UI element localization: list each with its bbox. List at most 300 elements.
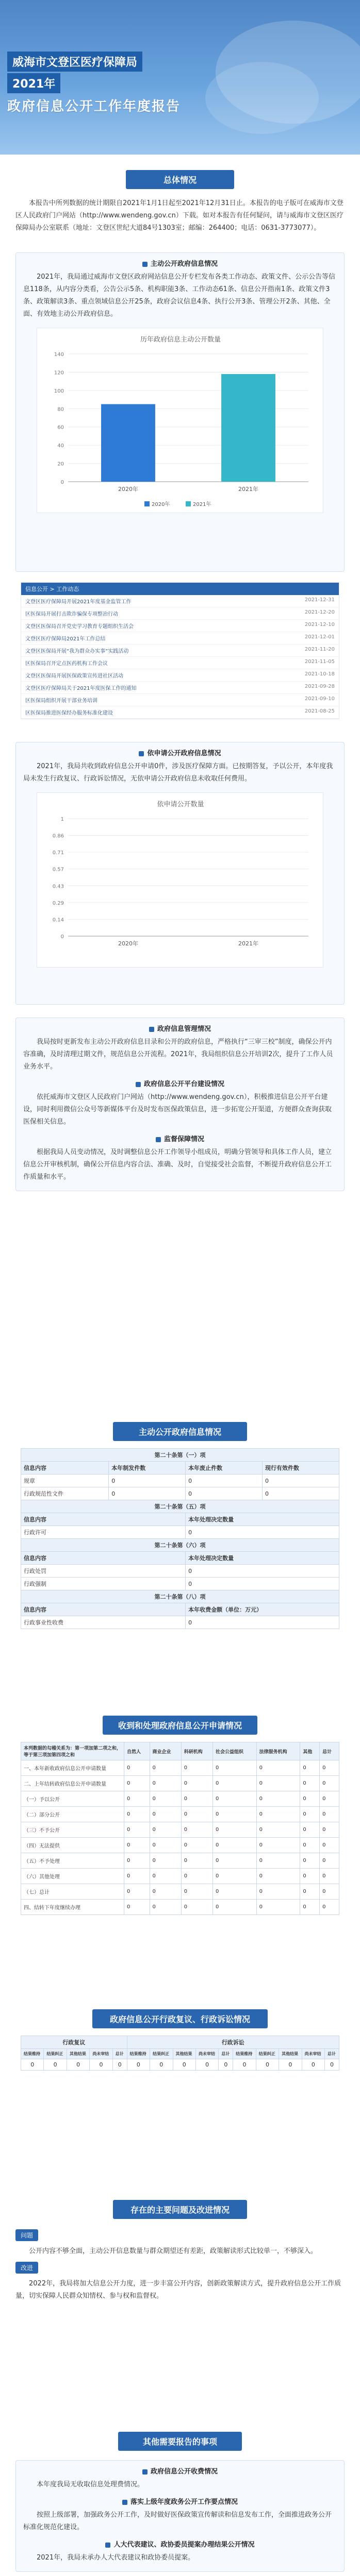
table-cell: 0 bbox=[124, 1760, 150, 1776]
news-rows bbox=[21, 595, 339, 719]
table-header-cell: 本列数据的勾稽关系为：第一项加第二项之和，等于第三项加第四项之和 bbox=[21, 1742, 124, 1760]
chart2-container bbox=[37, 792, 323, 968]
news-title[interactable]: 区医保局召开定点医药机构工作会议 bbox=[25, 661, 108, 667]
intro-paragraph: 本报告中所列数据的统计期限自2021年1月1日起至2021年12月31日止。本报告的电子版可在威海市文登区人民政府门户网站（http://www.wendeng.gov.cn）下载。如对本报告有任何疑问，请与威海市文登区医疗保障局办公室联系（地址：文登区世纪大道84号1303室；邮编：264400；电话：0631-3773077）。 bbox=[15, 199, 343, 232]
chart1-svg bbox=[37, 328, 324, 513]
table-header-cell: 信息内容 bbox=[21, 1513, 186, 1526]
panel-heading-text: 落实上级年度政务公开工作要点情况 bbox=[130, 2498, 238, 2506]
news-list-header: 信息公开 > 工作动态 bbox=[21, 583, 339, 595]
news-date: 2021-10-18 bbox=[304, 671, 335, 677]
news-date: 2021-09-10 bbox=[304, 696, 335, 702]
table-cell: 一、本年新收政府信息公开申请数量 bbox=[21, 1760, 124, 1776]
table-cell: 0 bbox=[256, 1791, 300, 1807]
table-cell: 0 bbox=[21, 2059, 44, 2071]
x-tick-label: 2021年 bbox=[238, 486, 258, 493]
overview-section bbox=[0, 170, 360, 234]
table-cell: 0 bbox=[124, 1838, 150, 1853]
table-subheader: 第二十条第（一）项 bbox=[21, 1449, 339, 1462]
table-cell: 0 bbox=[256, 1807, 300, 1822]
table-cell: 0 bbox=[212, 1853, 256, 1869]
table-cell: 0 bbox=[186, 1487, 263, 1500]
table-header-cell: 本年废止件数 bbox=[186, 1462, 263, 1475]
table-header-cell: 自然人 bbox=[124, 1742, 150, 1760]
y-tick-label: 0.43 bbox=[52, 884, 64, 890]
table-header-cell: 其他 bbox=[300, 1742, 320, 1760]
other-paragraph: 2021年，我局未承办人大代表建议和政协委员提案。 bbox=[37, 2554, 195, 2562]
table-cell: 0 bbox=[256, 1900, 300, 1915]
table-row bbox=[21, 1565, 339, 1578]
y-tick-label: 140 bbox=[54, 352, 64, 358]
table-cell: 0 bbox=[109, 1475, 186, 1487]
table-cell: 0 bbox=[150, 1900, 181, 1915]
y-tick-label: 120 bbox=[54, 370, 64, 376]
y-tick-label: 1 bbox=[60, 817, 64, 822]
table-cell: 0 bbox=[181, 1900, 212, 1915]
table-cell: 0 bbox=[320, 1869, 339, 1884]
apply-section bbox=[0, 742, 360, 1005]
table-cell: 0 bbox=[212, 1869, 256, 1884]
table-cell: 0 bbox=[181, 1838, 212, 1853]
bar bbox=[101, 404, 155, 482]
chart-title: 历年政府信息主动公开数量 bbox=[140, 336, 221, 344]
bullet-icon bbox=[122, 2500, 127, 2505]
table-header-cell: 尚未审结 bbox=[90, 2049, 112, 2059]
y-tick-label: 40 bbox=[57, 443, 64, 449]
table-cell: 0 bbox=[150, 1776, 181, 1791]
management-paragraph: 我局按时更新发布主动公开政府信息目录和公开的政府信息，严格执行“三审三校”制度，确保公开内容准确，及时清理过期文件，规范信息公开流程。2021年，我局组织信息公开培训2次，提升了工作人员业务水平。 bbox=[23, 1038, 333, 1071]
table-cell: 0 bbox=[186, 1526, 339, 1539]
table-cell: 0 bbox=[300, 1838, 320, 1853]
y-tick-label: 0.14 bbox=[52, 917, 64, 923]
table-cell: 0 bbox=[44, 2059, 67, 2071]
table-cell: （五）不予处理 bbox=[21, 1853, 124, 1869]
table-cell: 0 bbox=[320, 1900, 339, 1915]
table-header-cell: 其他结果 bbox=[67, 2049, 89, 2059]
banner-report-title: 政府信息公开工作年度报告 bbox=[7, 99, 181, 114]
legend-swatch bbox=[144, 501, 150, 506]
table-header-cell: 其他结果 bbox=[279, 2049, 302, 2059]
table-cell: 0 bbox=[302, 2059, 324, 2071]
table-cell: （二）部分公开 bbox=[21, 1807, 124, 1822]
news-title[interactable]: 文登区医疗保障局关于2021年度医保工作的通知 bbox=[25, 686, 137, 691]
bullet-icon bbox=[142, 2469, 148, 2475]
panel-heading bbox=[16, 742, 344, 760]
panel-heading-text: 主动公开政府信息情况 bbox=[150, 260, 218, 268]
table-row bbox=[21, 1526, 339, 1539]
news-list-item[interactable] bbox=[21, 694, 339, 706]
table-header-cell: 结果纠正 bbox=[256, 2049, 279, 2059]
table-header-cell: 科研机构 bbox=[181, 1742, 212, 1760]
table-header-cell: 现行有效件数 bbox=[263, 1462, 339, 1475]
table-header-cell: 结果维持 bbox=[127, 2049, 150, 2059]
banner-org-title: 威海市文登区医疗保障局 bbox=[7, 52, 142, 72]
table-cell: 0 bbox=[67, 2059, 89, 2071]
section-title: 主动公开政府信息情况 bbox=[113, 1422, 247, 1441]
table-header-cell: 总计 bbox=[219, 2049, 233, 2059]
x-tick-label: 2021年 bbox=[238, 940, 258, 947]
table-cell: 0 bbox=[320, 1807, 339, 1822]
table-row bbox=[21, 1884, 339, 1900]
table-cell: 0 bbox=[212, 1884, 256, 1900]
table-header-cell: 其他结果 bbox=[173, 2049, 195, 2059]
supervise-paragraph: 根据我局人员变动情况，及时调整信息公开工作领导小组成员，明确分管领导和具体工作人员，建立信息公开审核机制，确保公开信息内容合法、准确、及时，自觉接受社会监督，不断提升政府信息公开工作质量和水平。 bbox=[23, 1148, 332, 1181]
banner-decoration bbox=[205, 62, 319, 134]
table-cell: 0 bbox=[181, 1791, 212, 1807]
table-cell: 0 bbox=[150, 1884, 181, 1900]
table-cell: 0 bbox=[173, 2059, 195, 2071]
section-title: 其他需要报告的事项 bbox=[118, 2432, 242, 2451]
table-header-cell: 本年收费金额（单位：万元） bbox=[186, 1603, 339, 1616]
table-cell: 0 bbox=[212, 1838, 256, 1853]
table-cell: 0 bbox=[195, 2059, 218, 2071]
table-subheader: 第二十条第（六）项 bbox=[21, 1539, 339, 1552]
table-cell: （三）不予公开 bbox=[21, 1822, 124, 1838]
legend-label: 2020年 bbox=[152, 502, 170, 507]
table-cell: 0 bbox=[300, 1869, 320, 1884]
table-row bbox=[21, 1616, 339, 1629]
section-title: 收到和处理政府信息公开申请情况 bbox=[103, 1716, 257, 1735]
news-list-item[interactable] bbox=[21, 632, 339, 645]
panel-heading-text: 政府信息公开平台建设情况 bbox=[143, 1080, 224, 1088]
y-tick-label: 0.57 bbox=[52, 867, 64, 873]
y-tick-label: 0.29 bbox=[52, 900, 64, 906]
table2-section bbox=[0, 1716, 360, 1915]
other-paragraph: 本年度我局无收取信息处理费情况。 bbox=[37, 2481, 144, 2488]
y-tick-label: 0 bbox=[60, 480, 64, 485]
table-cell: 行政事业性收费 bbox=[21, 1616, 186, 1629]
table1-section bbox=[0, 1422, 360, 1629]
table-cell: 0 bbox=[320, 1853, 339, 1869]
table-header-cell: 商业企业 bbox=[150, 1742, 181, 1760]
table-cell: 0 bbox=[320, 1776, 339, 1791]
y-tick-label: 100 bbox=[54, 388, 64, 394]
table-cell: 0 bbox=[256, 1776, 300, 1791]
management-panel bbox=[15, 1018, 345, 1191]
panel-heading bbox=[16, 2491, 344, 2509]
table-cell: 0 bbox=[320, 1760, 339, 1776]
table-cell: 0 bbox=[325, 2059, 339, 2071]
table-cell: 规章 bbox=[21, 1475, 109, 1487]
news-date: 2021-09-28 bbox=[304, 684, 335, 689]
bullet-icon bbox=[139, 751, 144, 756]
problem-block bbox=[15, 2229, 345, 2307]
news-title[interactable]: 文登区医疗保障局开展2021年度基金监管工作 bbox=[25, 599, 132, 605]
table-header-cell: 本年处理决定数量 bbox=[186, 1552, 339, 1565]
y-tick-label: 80 bbox=[57, 406, 64, 413]
table3-wrap bbox=[21, 2036, 339, 2071]
table-cell: 0 bbox=[124, 1776, 150, 1791]
other-paragraph: 按照上级部署，加强政务公开工作，及时做好医保政策宣传解读和信息发布工作，全面推进政务公开标准化规范化建设。 bbox=[23, 2511, 332, 2531]
table-row bbox=[21, 1853, 339, 1869]
y-tick-label: 60 bbox=[57, 425, 64, 431]
section-title: 总体情况 bbox=[126, 170, 234, 189]
table-cell: 0 bbox=[219, 2059, 233, 2071]
news-list-item[interactable] bbox=[21, 595, 339, 607]
table-cell: 0 bbox=[150, 1822, 181, 1838]
table-cell: 0 bbox=[150, 1760, 181, 1776]
panel-heading-text: 政府信息管理情况 bbox=[157, 1025, 211, 1033]
table-row bbox=[21, 1838, 339, 1853]
table-cell: 0 bbox=[181, 1822, 212, 1838]
table3 bbox=[21, 2036, 339, 2071]
table-cell: 0 bbox=[124, 1853, 150, 1869]
table-row bbox=[21, 1487, 339, 1500]
y-tick-label: 0.86 bbox=[52, 833, 64, 839]
news-date: 2021-11-20 bbox=[304, 647, 335, 652]
panel-heading bbox=[16, 2461, 344, 2479]
news-title[interactable]: 区医保局推进医保经办服务标准化建设 bbox=[25, 710, 113, 716]
news-date: 2021-08-25 bbox=[304, 708, 335, 714]
table-header-cell: 法律服务机构 bbox=[256, 1742, 300, 1760]
table-cell: 0 bbox=[320, 1822, 339, 1838]
y-tick-label: 0 bbox=[60, 934, 64, 940]
table3-section bbox=[0, 2009, 360, 2071]
panel-heading bbox=[16, 1073, 344, 1091]
table-cell: 0 bbox=[150, 1791, 181, 1807]
apply-paragraph: 2021年，我局共收到政府信息公开申请0件，涉及医疗保障方面。已按期答复，予以公开，本年度我局未发生行政复议、行政诉讼情况，无依申请公开政府信息未收取任何费用。 bbox=[23, 762, 333, 783]
news-title[interactable]: 文登区医疗保障局2021年工作总结 bbox=[25, 636, 106, 642]
table-cell: 0 bbox=[112, 2059, 127, 2071]
active-disclosure-panel bbox=[15, 252, 345, 572]
table-header-cell: 结果纠正 bbox=[44, 2049, 67, 2059]
table-cell: 0 bbox=[300, 1807, 320, 1822]
active-paragraph: 2021年，我局通过威海市文登区政府网站信息公开专栏发布各类工作动态、政策文件、公示公告等信息118条，从内容分类看，公告公示5条、机构职能3条、工作动态61条、信息公开指南1条、政策文件3条、政策解读3条、重点领域信息公开25条，政府会议信息4条、执行公开3条、管理公开2条、其他、全面、有效地主动公开政府信息。 bbox=[23, 273, 336, 318]
legend-swatch bbox=[186, 501, 191, 506]
section-title: 存在的主要问题及改进情况 bbox=[113, 2200, 247, 2219]
table-cell: 0 bbox=[90, 2059, 112, 2071]
table-header-cell: 总计 bbox=[112, 2049, 127, 2059]
table-header-cell: 结果维持 bbox=[233, 2049, 256, 2059]
panel-heading-text: 依申请公开政府信息情况 bbox=[147, 750, 221, 757]
table-cell: 0 bbox=[150, 1853, 181, 1869]
bullet-icon bbox=[156, 1137, 161, 1142]
table-cell: 0 bbox=[181, 1884, 212, 1900]
table-subheader: 第二十条第（五）项 bbox=[21, 1500, 339, 1513]
table-cell: 0 bbox=[150, 1838, 181, 1853]
table-cell: 0 bbox=[150, 1869, 181, 1884]
news-date: 2021-12-31 bbox=[304, 597, 335, 603]
table-cell: 行政规范性文件 bbox=[21, 1487, 109, 1500]
bullet-icon bbox=[149, 1027, 154, 1032]
y-tick-label: 20 bbox=[57, 461, 64, 467]
active-disclosure-section bbox=[0, 252, 360, 572]
table-cell: 0 bbox=[320, 1838, 339, 1853]
table-cell: 0 bbox=[212, 1760, 256, 1776]
table-cell: 0 bbox=[186, 1578, 339, 1590]
improve-tag: 改进 bbox=[15, 2262, 38, 2274]
table-cell: 0 bbox=[300, 1760, 320, 1776]
table-cell: 0 bbox=[186, 1475, 263, 1487]
table2-wrap bbox=[21, 1742, 339, 1915]
table-cell: 0 bbox=[181, 1853, 212, 1869]
table-cell: 0 bbox=[300, 1853, 320, 1869]
table1-wrap bbox=[21, 1448, 339, 1629]
other-section bbox=[0, 2432, 360, 2572]
table-cell: 0 bbox=[279, 2059, 302, 2071]
table-subheader: 第二十条第（八）项 bbox=[21, 1590, 339, 1603]
table-row bbox=[21, 1475, 339, 1487]
table-cell: 0 bbox=[300, 1884, 320, 1900]
table-cell: 0 bbox=[186, 1565, 339, 1578]
bullet-icon bbox=[105, 2543, 110, 2548]
news-section bbox=[0, 582, 360, 719]
problem-tag: 问题 bbox=[15, 2229, 38, 2241]
table-row bbox=[21, 1760, 339, 1776]
chart1-container bbox=[37, 328, 323, 513]
table-row bbox=[21, 1900, 339, 1915]
panel-heading-text: 监督保障情况 bbox=[163, 1136, 204, 1143]
table-cell: 0 bbox=[124, 1807, 150, 1822]
table-cell: （四）无法提供 bbox=[21, 1838, 124, 1853]
panel-heading bbox=[16, 1128, 344, 1146]
table-cell: 0 bbox=[124, 1791, 150, 1807]
table-row bbox=[21, 1822, 339, 1838]
news-date: 2021-12-10 bbox=[304, 622, 335, 628]
table-cell: 0 bbox=[256, 1838, 300, 1853]
table-cell: 0 bbox=[212, 1900, 256, 1915]
table1 bbox=[21, 1448, 339, 1629]
table-cell: 0 bbox=[181, 1869, 212, 1884]
table-header-cell: 社会公益组织 bbox=[212, 1742, 256, 1760]
panel-heading bbox=[16, 1018, 344, 1036]
table-cell: 0 bbox=[263, 1475, 339, 1487]
table-header-cell: 尚未审结 bbox=[302, 2049, 324, 2059]
table-cell: 0 bbox=[150, 2059, 173, 2071]
platform-paragraph: 依托威海市文登区人民政府门户网站（http://www.wendeng.gov.cn），积极推进信息公开平台建设，同时利用微信公众号等新媒体平台及时发布医保政策信息，进一步拓宽公开渠道，方便群众查询获取医保相关信息。 bbox=[23, 1093, 332, 1126]
table-cell: （一）予以公开 bbox=[21, 1791, 124, 1807]
chart2-svg bbox=[37, 793, 324, 967]
table-cell: 0 bbox=[124, 1822, 150, 1838]
table-cell: 0 bbox=[256, 1884, 300, 1900]
news-list-item[interactable] bbox=[21, 645, 339, 657]
table-cell: 0 bbox=[212, 1791, 256, 1807]
table-cell: 0 bbox=[320, 1884, 339, 1900]
table-cell: 0 bbox=[212, 1776, 256, 1791]
table-cell: 0 bbox=[186, 1616, 339, 1629]
table-cell: 0 bbox=[256, 1760, 300, 1776]
improve-text: 2022年，我局将加大信息公开力度，进一步丰富公开内容，创新政策解读方式，提升政府信息公开工作质量，切实保障人民群众知情权、参与权和监督权。 bbox=[15, 2280, 341, 2300]
management-section bbox=[0, 1018, 360, 1191]
chart-title: 依申请公开数量 bbox=[157, 801, 204, 808]
news-title[interactable]: 文登区医保局召开党史学习教育专题组织生活会 bbox=[25, 624, 134, 630]
news-title[interactable]: 区医保局开展打击欺诈骗保专项整治行动 bbox=[25, 612, 118, 617]
x-tick-label: 2020年 bbox=[118, 940, 138, 947]
table-row bbox=[21, 1791, 339, 1807]
table-header-cell: 结果维持 bbox=[21, 2049, 44, 2059]
table-row bbox=[21, 1869, 339, 1884]
news-list-item[interactable] bbox=[21, 669, 339, 682]
news-date: 2021-12-01 bbox=[304, 634, 335, 640]
table-cell: 0 bbox=[300, 1776, 320, 1791]
problem-text: 公开内容不够全面，主动公开信息数量与群众期望还有差距，政策解读形式比较单一，不够深入。 bbox=[29, 2247, 318, 2255]
bar bbox=[221, 374, 275, 482]
table-cell: 0 bbox=[300, 1900, 320, 1915]
news-title[interactable]: 文登区医保局开展“我为群众办实事”实践活动 bbox=[25, 649, 129, 654]
news-title[interactable]: 区医保局组织开展干部业务培训 bbox=[25, 698, 97, 704]
apply-panel bbox=[15, 742, 345, 1005]
table-cell: 四、结转下年度继续办理 bbox=[21, 1900, 124, 1915]
table-cell: 0 bbox=[320, 1791, 339, 1807]
report-banner bbox=[0, 0, 360, 155]
table-cell: 0 bbox=[256, 1853, 300, 1869]
x-tick-label: 2020年 bbox=[118, 486, 138, 493]
news-list bbox=[21, 582, 339, 719]
panel-heading-text: 政府信息公开收费情况 bbox=[150, 2468, 218, 2476]
table-header-cell: 结果纠正 bbox=[150, 2049, 173, 2059]
table2 bbox=[21, 1742, 339, 1915]
table-row bbox=[21, 1578, 339, 1590]
section-title: 政府信息公开行政复议、行政诉讼情况 bbox=[92, 2009, 268, 2028]
table-cell: 0 bbox=[181, 1807, 212, 1822]
table-cell: 行政处罚 bbox=[21, 1565, 186, 1578]
table-header-cell: 尚未审结 bbox=[195, 2049, 218, 2059]
table-cell: 0 bbox=[256, 2059, 279, 2071]
table-cell: （六）其他处理 bbox=[21, 1869, 124, 1884]
table-cell: 0 bbox=[256, 1869, 300, 1884]
bullet-icon bbox=[136, 1082, 141, 1087]
table-row bbox=[21, 2059, 339, 2071]
table-cell: 二、上年结转政府信息公开申请数量 bbox=[21, 1776, 124, 1791]
banner-year: 2021年 bbox=[7, 73, 60, 93]
table-cell: 0 bbox=[181, 1760, 212, 1776]
news-list-item[interactable] bbox=[21, 657, 339, 669]
y-tick-label: 0.71 bbox=[52, 850, 64, 856]
table-cell: 0 bbox=[300, 1791, 320, 1807]
bullet-icon bbox=[142, 262, 148, 267]
table-cell: （七）总计 bbox=[21, 1884, 124, 1900]
table-cell: 0 bbox=[256, 1822, 300, 1838]
table-cell: 0 bbox=[212, 1807, 256, 1822]
table-group-header: 行政复议 bbox=[21, 2036, 127, 2049]
other-panel bbox=[15, 2460, 345, 2572]
table-header-cell: 总计 bbox=[320, 1742, 339, 1760]
news-title[interactable]: 文登区医保局开展医保政策宣传进社区活动 bbox=[25, 673, 123, 679]
news-list-item[interactable] bbox=[21, 682, 339, 694]
news-list-item[interactable] bbox=[21, 620, 339, 632]
table-header-cell: 本年制发件数 bbox=[109, 1462, 186, 1475]
table-header-cell: 总计 bbox=[325, 2049, 339, 2059]
table-cell: 0 bbox=[124, 1900, 150, 1915]
table-cell: 0 bbox=[124, 1884, 150, 1900]
table-cell: 0 bbox=[233, 2059, 256, 2071]
news-date: 2021-12-20 bbox=[304, 609, 335, 615]
table-cell: 0 bbox=[181, 1776, 212, 1791]
table-row bbox=[21, 1776, 339, 1791]
news-list-item[interactable] bbox=[21, 607, 339, 620]
table-header-cell: 本年处理决定数量 bbox=[186, 1513, 339, 1526]
table-cell: 0 bbox=[127, 2059, 150, 2071]
panel-heading bbox=[16, 2534, 344, 2552]
table-group-header: 行政诉讼 bbox=[127, 2036, 339, 2049]
table-header-cell: 信息内容 bbox=[21, 1552, 186, 1565]
table-header-cell: 信息内容 bbox=[21, 1603, 186, 1616]
table-cell: 0 bbox=[150, 1807, 181, 1822]
table-cell: 0 bbox=[300, 1822, 320, 1838]
table-cell: 0 bbox=[212, 1822, 256, 1838]
panel-heading-text: 人大代表建议、政协委员提案办理结果公开情况 bbox=[113, 2541, 255, 2549]
table-row bbox=[21, 1807, 339, 1822]
legend-label: 2021年 bbox=[193, 502, 211, 507]
table-cell: 0 bbox=[124, 1869, 150, 1884]
table-header-cell: 信息内容 bbox=[21, 1462, 109, 1475]
table-cell: 行政许可 bbox=[21, 1526, 186, 1539]
news-date: 2021-11-05 bbox=[304, 659, 335, 665]
table-cell: 0 bbox=[263, 1487, 339, 1500]
news-list-item[interactable] bbox=[21, 706, 339, 719]
panel-heading bbox=[16, 253, 344, 271]
table-cell: 0 bbox=[109, 1487, 186, 1500]
table-cell: 行政强制 bbox=[21, 1578, 186, 1590]
